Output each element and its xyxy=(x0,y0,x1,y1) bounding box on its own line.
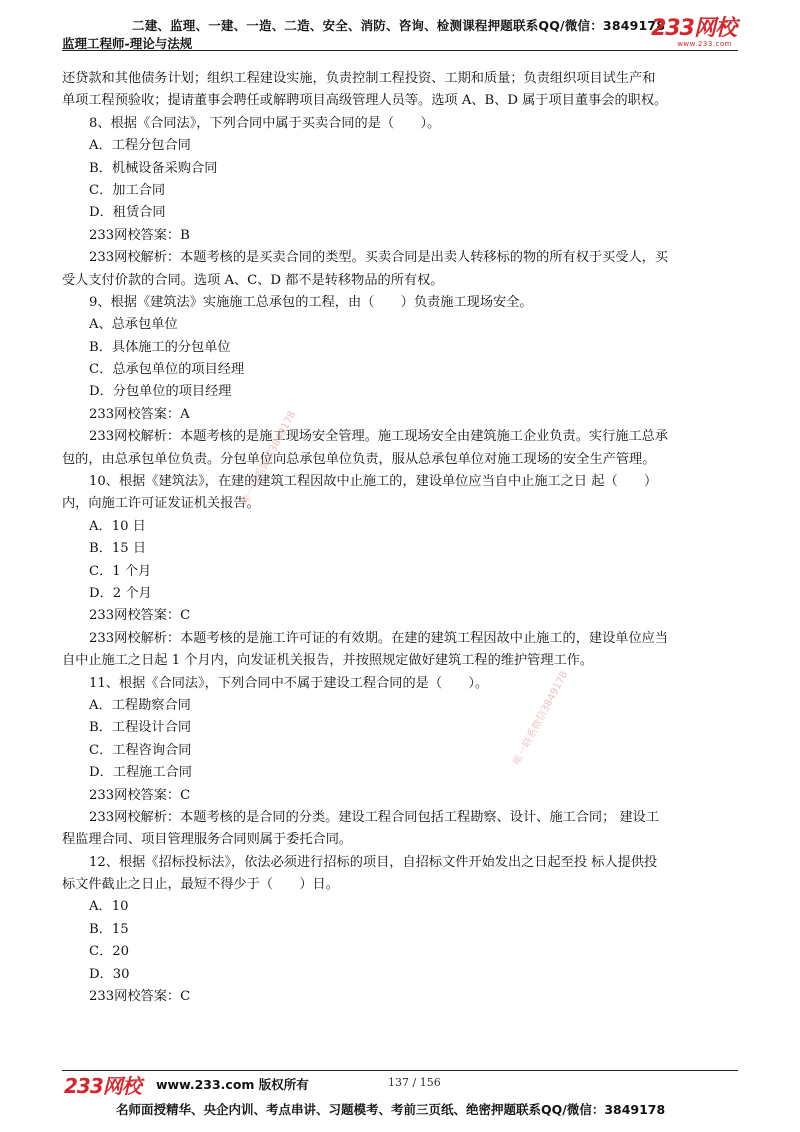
text-line: B．15 日 xyxy=(89,541,147,557)
header-contact-text: 二建、监理、一建、一造、二造、安全、消防、咨询、检测课程押题联系QQ/微信：3849178 xyxy=(132,18,666,33)
footer-divider xyxy=(62,1070,738,1071)
footer-logo: 233网校 xyxy=(64,1074,141,1098)
header-logo: 233网校 xyxy=(651,16,736,41)
text-line: 11、根据《合同法》，下列合同中不属于建设工程合同的是（ ）。 xyxy=(89,675,489,691)
watermark-text: 唯一联系微信3849178 xyxy=(239,409,299,508)
text-line: A、总承包单位 xyxy=(89,317,178,333)
text-line: 233网校解析：本题考核的是施工现场安全管理。施工现场安全由建筑施工企业负责。实行施工总承 xyxy=(89,429,669,445)
text-line: 9、根据《建筑法》实施施工总承包的工程，由（ ）负责施工现场安全。 xyxy=(89,294,533,310)
text-line: 程监理合同、项目管理服务合同则属于委托合同。 xyxy=(62,832,353,848)
text-line: 受人支付价款的合同。选项 A、C、D 都不是转移物品的所有权。 xyxy=(62,272,444,288)
text-line: A．10 日 xyxy=(89,518,146,534)
text-line: 还贷款和其他债务计划；组织工程建设实施，负责控制工程投资、工期和质量；负责组织项目试生产和 xyxy=(62,71,656,86)
text-line: 233网校答案：C xyxy=(89,989,191,1005)
text-line: C．20 xyxy=(89,944,130,960)
document-body xyxy=(62,68,738,1008)
text-line: 233网校答案：B xyxy=(89,227,190,243)
text-line: C．工程咨询合同 xyxy=(89,742,192,758)
text-line: D．30 xyxy=(89,966,130,982)
text-line: 包的，由总承包单位负责。分包单位向总承包单位负责，服从总承包单位对施工现场的安全生产管理。 xyxy=(62,451,656,467)
text-line: B．15 xyxy=(89,921,129,937)
text-line: D．租赁合同 xyxy=(89,205,166,221)
text-line: D．2 个月 xyxy=(89,585,152,601)
text-line: A．工程勘察合同 xyxy=(89,697,191,713)
footer-copyright: www.233.com 版权所有 xyxy=(156,1077,309,1092)
text-line: 标文件截止之日止，最短不得少于（ ）日。 xyxy=(62,877,339,893)
text-line: 单项工程预验收；提请董事会聘任或解聘项目高级管理人员等。选项 A、B、D 属于项目董事会的职权。 xyxy=(62,93,668,109)
watermark-text: 唯一联系微信3849178 xyxy=(511,669,571,768)
page-header xyxy=(62,14,738,51)
text-line: 233网校解析：本题考核的是买卖合同的类型。买卖合同是出卖人转移标的物的所有权于买受人，买 xyxy=(89,250,669,266)
footer-contact-text: 名师面授精华、央企内训、考点串讲、习题模考、考前三页纸、绝密押题联系QQ/微信：3849178 xyxy=(116,1102,666,1117)
text-line: C．1 个月 xyxy=(89,563,152,579)
text-line: 233网校答案：C xyxy=(89,608,191,624)
header-logo-url: www.233.com xyxy=(677,40,732,48)
text-line: 233网校解析：本题考核的是合同的分类。建设工程合同包括工程勘察、设计、施工合同； 建设工 xyxy=(89,809,660,825)
text-line: 233网校答案：C xyxy=(89,787,191,803)
text-line: C．加工合同 xyxy=(89,182,166,198)
page-number: 137 / 156 xyxy=(388,1076,441,1089)
text-line: B．机械设备采购合同 xyxy=(89,160,218,176)
text-line: 233网校解析：本题考核的是施工许可证的有效期。在建的建筑工程因故中止施工的，建设单位应当 xyxy=(89,630,669,646)
text-line: A．工程分包合同 xyxy=(89,138,191,154)
text-line: 自中止施工之日起 1 个月内，向发证机关报告，并按照规定做好建筑工程的维护管理工作。 xyxy=(62,653,594,669)
text-line: D．工程施工合同 xyxy=(89,765,192,781)
text-line: 233网校答案：A xyxy=(89,406,190,422)
text-line: 12、根据《招标投标法》，依法必须进行招标的项目，自招标文件开始发出之日起至投 标人提供投 xyxy=(89,854,658,870)
header-subtitle: 监理工程师-理论与法规 xyxy=(62,36,193,51)
text-line: D．分包单位的项目经理 xyxy=(89,384,232,400)
text-line: B．具体施工的分包单位 xyxy=(89,339,231,355)
text-line: 10、根据《建筑法》，在建的建筑工程因故中止施工的，建设单位应当自中止施工之日 起（ ） xyxy=(89,474,658,490)
text-line: 8、根据《合同法》，下列合同中属于买卖合同的是（ ）。 xyxy=(89,115,441,131)
text-line: B．工程设计合同 xyxy=(89,720,192,736)
text-line: C．总承包单位的项目经理 xyxy=(89,362,245,378)
text-line: A．10 xyxy=(89,899,129,915)
text-line: 内，向施工许可证发证机关报告。 xyxy=(62,496,260,512)
